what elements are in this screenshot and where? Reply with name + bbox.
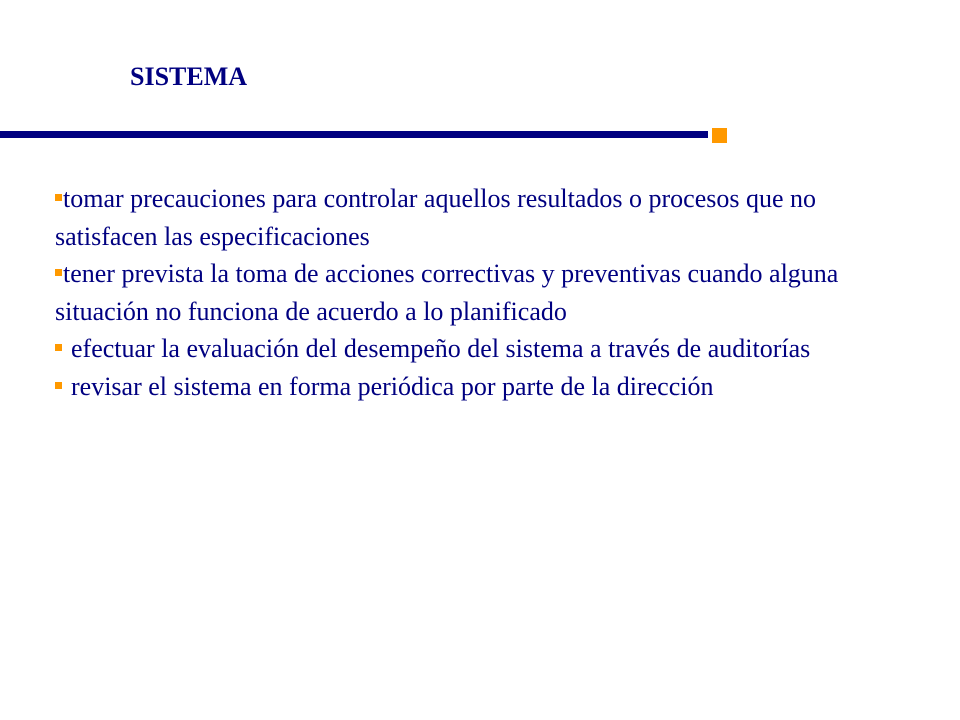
square-bullet-icon bbox=[55, 269, 62, 276]
bullet-text: tomar precauciones para controlar aquellos resultados o procesos que no satisfacen las especificaciones bbox=[55, 184, 817, 251]
square-bullet-icon bbox=[55, 344, 62, 351]
bullet-text: tener prevista la toma de acciones correctivas y preventivas cuando alguna situación no funciona de acuerdo a lo planificado bbox=[55, 259, 839, 326]
slide-title: SISTEMA bbox=[130, 62, 248, 91]
bullet-item bbox=[55, 330, 915, 368]
accent-square-icon bbox=[712, 128, 727, 143]
bullet-item bbox=[55, 368, 915, 406]
square-bullet-icon bbox=[55, 382, 62, 389]
bullet-text: efectuar la evaluación del desempeño del sistema a través de auditorías bbox=[71, 334, 811, 363]
bullet-item bbox=[55, 255, 915, 330]
bullet-item bbox=[55, 180, 915, 255]
bullet-list bbox=[55, 180, 915, 405]
square-bullet-icon bbox=[55, 194, 62, 201]
bullet-text: revisar el sistema en forma periódica por parte de la dirección bbox=[71, 371, 714, 401]
title-underline bbox=[0, 131, 708, 138]
